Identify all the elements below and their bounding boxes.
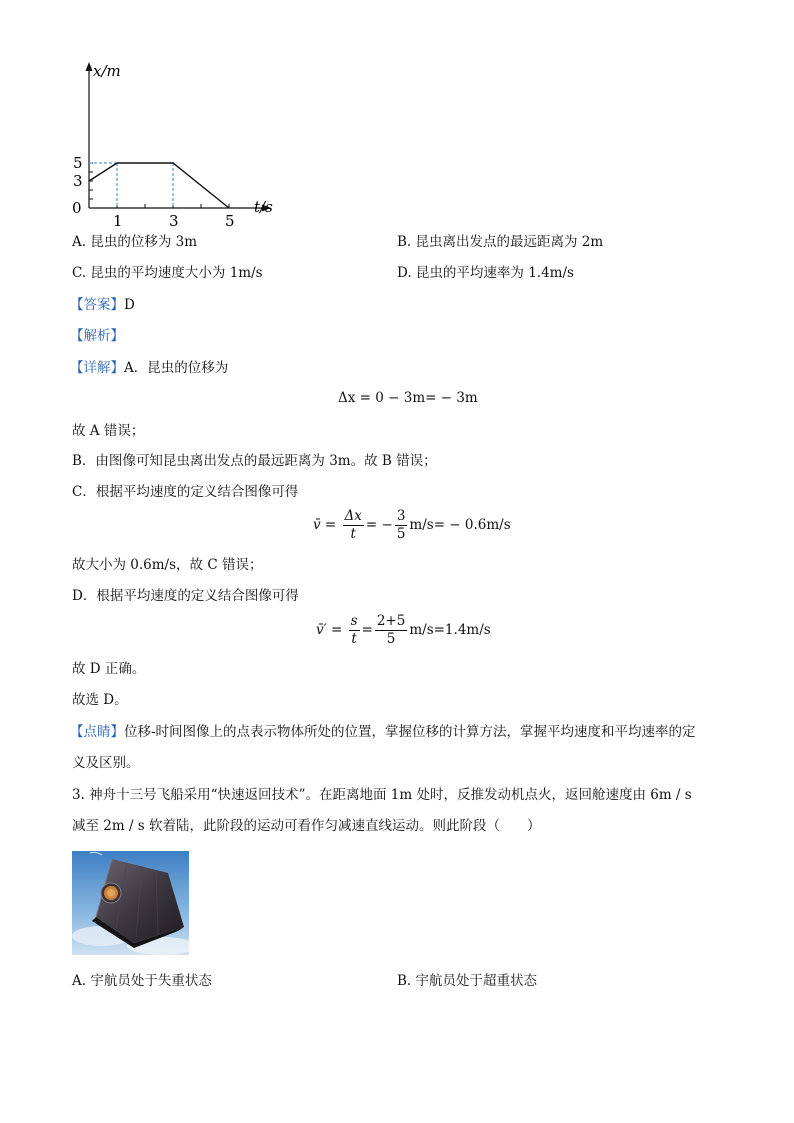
analysis-bracket: 【解析】 bbox=[70, 328, 124, 344]
eq3-lhs: v̄′ = bbox=[316, 622, 343, 638]
eq3-mid: = bbox=[361, 622, 373, 638]
y-tick-label: 3 bbox=[73, 172, 83, 190]
q3-option-a: A. 宇航员处于失重状态 bbox=[72, 973, 212, 989]
eq2-num1: Δx bbox=[344, 508, 362, 524]
y-axis-label: x/m bbox=[93, 62, 121, 80]
y-tick-label: 5 bbox=[73, 154, 83, 172]
eq3-den2: 5 bbox=[386, 631, 396, 647]
detail-line-3: B．由图像可知昆虫离出发点的最远距离为 3m。故 B 错误； bbox=[72, 453, 437, 469]
eq2-den2: 5 bbox=[396, 526, 406, 542]
q3-line-2: 减至 2m / s 软着陆，此阶段的运动可看作匀减速直线运动。则此阶段（ ） bbox=[72, 818, 541, 834]
x-tick-label: 1 bbox=[113, 212, 123, 228]
x-tick-labels bbox=[113, 212, 235, 228]
q3-option-b: B. 宇航员处于超重状态 bbox=[397, 973, 538, 989]
tip-line-2: 义及区别。 bbox=[72, 755, 140, 771]
detail-line-4: C．根据平均速度的定义结合图像可得 bbox=[72, 484, 299, 500]
x-tick-label: 3 bbox=[169, 212, 179, 228]
y-axis-arrow bbox=[86, 62, 93, 71]
xt-line bbox=[89, 163, 229, 208]
detail-line-1-text: A．昆虫的位移为 bbox=[124, 360, 229, 376]
detail-line-8: 故选 D。 bbox=[72, 692, 128, 708]
x-axis-label: t/s bbox=[254, 198, 273, 216]
eq3-num2: 2+5 bbox=[376, 613, 406, 629]
return-capsule-image bbox=[72, 851, 189, 955]
eq3-fraction-1 bbox=[349, 613, 360, 648]
tip-bracket: 【点睛】 bbox=[70, 724, 124, 740]
equation-average-speed bbox=[316, 613, 491, 648]
q2-option-c: C. 昆虫的平均速度大小为 1m/s bbox=[72, 265, 263, 281]
equation-average-velocity bbox=[313, 508, 511, 543]
detail-line-6: D．根据平均速度的定义结合图像可得 bbox=[72, 588, 299, 604]
q2-option-d: D. 昆虫的平均速率为 1.4m/s bbox=[397, 265, 574, 281]
eq3-den1: t bbox=[351, 631, 357, 647]
q3-line-1: 3. 神舟十三号飞船采用“快速返回技术”。在距离地面 1m 处时，反推发动机点火，返回舱速度由 6m / s bbox=[72, 787, 692, 803]
answer-row bbox=[70, 296, 135, 314]
eq2-lhs: v̄ = bbox=[313, 517, 337, 533]
eq2-num2: 3 bbox=[396, 508, 406, 524]
detail-line-7: 故 D 正确。 bbox=[72, 661, 146, 677]
tip-line-1-text: 位移-时间图像上的点表示物体所处的位置，掌握位移的计算方法，掌握平均速度和平均速率的定 bbox=[124, 724, 696, 740]
eq3-fraction-2 bbox=[375, 613, 408, 648]
eq2-mid: = − bbox=[365, 517, 393, 533]
eq3-rhs: m/s=1.4m/s bbox=[409, 622, 491, 638]
detail-line-5: 故大小为 0.6m/s，故 C 错误； bbox=[72, 557, 263, 573]
answer-value: D bbox=[124, 297, 135, 313]
xt-graph bbox=[60, 58, 290, 228]
x-tick-label: 5 bbox=[225, 212, 235, 228]
origin-label: 0 bbox=[72, 199, 82, 217]
q2-option-b: B. 昆虫离出发点的最远距离为 2m bbox=[397, 234, 604, 250]
analysis-row bbox=[70, 327, 124, 345]
answer-bracket: 【答案】 bbox=[70, 297, 124, 313]
eq2-den1: t bbox=[350, 526, 356, 542]
detail-line-2: 故 A 错误； bbox=[72, 423, 145, 439]
eq2-fraction-2 bbox=[395, 508, 408, 543]
y-tick-labels bbox=[73, 154, 83, 190]
detail-line-1 bbox=[70, 359, 228, 377]
eq3-num1: s bbox=[350, 613, 358, 629]
dashed-guides bbox=[89, 163, 173, 208]
eq2-fraction-1 bbox=[343, 508, 364, 543]
equation-displacement: Δx = 0 − 3m= − 3m bbox=[338, 390, 478, 406]
tip-line-1 bbox=[70, 723, 696, 741]
eq2-rhs: m/s= − 0.6m/s bbox=[409, 517, 511, 533]
q2-option-a: A. 昆虫的位移为 3m bbox=[72, 234, 198, 250]
detail-bracket: 【详解】 bbox=[70, 360, 124, 376]
